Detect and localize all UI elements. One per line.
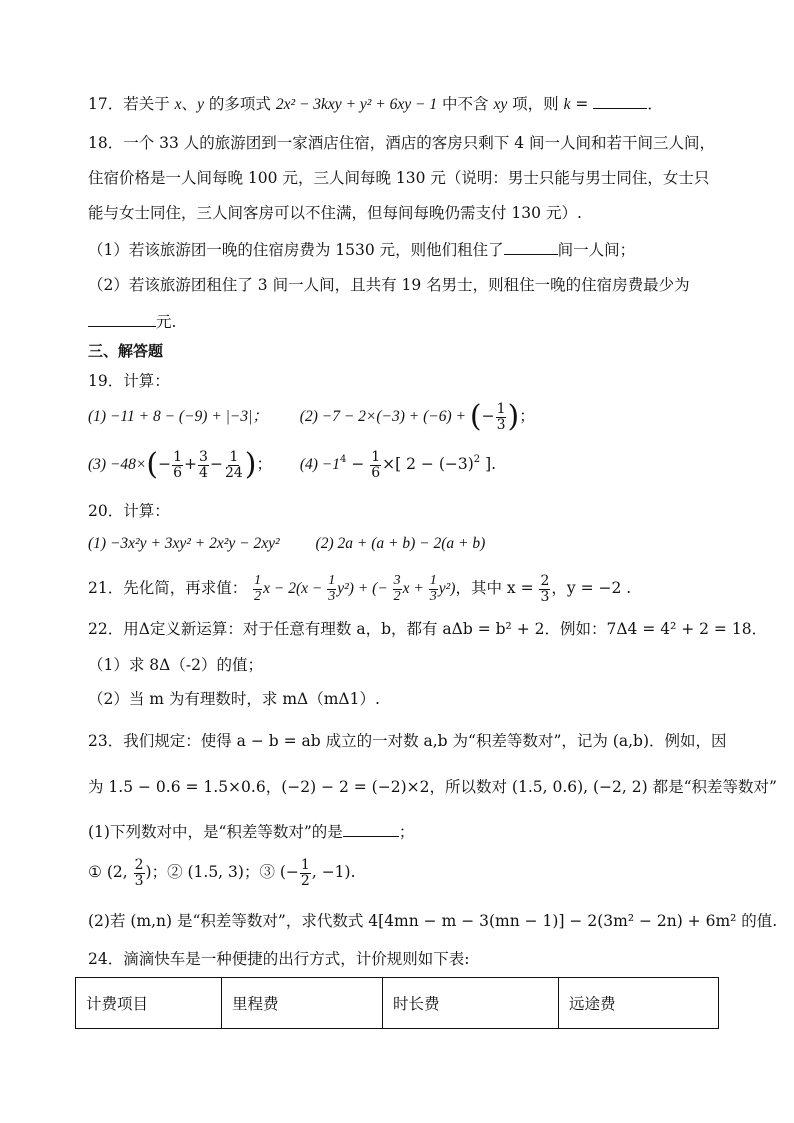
expression: $\frac{1}{2}$ x − 2(x − $\frac{1}{3}$ y²) + (− $\frac{3}{2}$ x + $\frac{1}{3}$ y²) [254, 573, 456, 605]
fraction: $\frac{1}{24}$ [224, 449, 243, 481]
fraction: $\frac{1}{6}$ [371, 449, 381, 481]
expr-1: (1) −3x²y + 3xy² + 2x²y − 2xy² [88, 535, 280, 552]
answer-blank[interactable] [593, 94, 647, 109]
table-header-cell: 时长费 [383, 978, 559, 1029]
question-21: 21．先化简，再求值： $\frac{1}{2}$ x − 2(x − $\frac{1}{3}$ y²) + (− $\frac{3}{2}$ x + $\frac{1}{3}$ y²)，其中 x = $\frac{2}{3}$ ，y = −2 . [88, 573, 632, 605]
question-18-part-2-end: 元. [88, 312, 176, 332]
question-18-line-2: 住宿价格是一人间每晚 100 元，三人间每晚 130 元（说明：男士只能与男士同住，女士只 [88, 169, 710, 187]
question-23-part-1: (1)下列数对中，是“积差等数对”的是 ； [88, 823, 415, 841]
question-19-title: 19．计算： [88, 372, 170, 390]
question-23-options: ① (2, $\frac{2}{3}$ )；② (1.5, 3)；③ (− $\frac{1}{2}$ , −1). [88, 857, 356, 889]
question-17: 17．若关于 x、y 的多项式 2x² − 3kxy + y² + 6xy − 1 中不含 xy 项，则 k = ． [88, 95, 663, 113]
answer-blank[interactable] [88, 312, 156, 327]
question-19-row-2: (3) −48×(− $\frac{1}{6}$ + $\frac{3}{4}$ − $\frac{1}{24}$ )； $(4) -1^4$ − $\frac{1}{6}$ ×[ $2 - (-3)^2$ ]. [88, 447, 497, 483]
question-22-part-2: （2）当 m 为有理数时，求 mΔ（mΔ1）. [88, 690, 380, 708]
table-row [76, 978, 719, 1029]
question-23-line-1: 23．我们规定：使得 a − b = ab 成立的一对数 a,b 为“积差等数对”，记为 (a,b)．例如，因 [88, 732, 727, 750]
table-header-cell: 里程费 [222, 978, 383, 1029]
question-20-title: 20．计算： [88, 502, 170, 520]
fraction: $\frac{3}{4}$ [199, 449, 208, 481]
polynomial: 2x² − 3kxy + y² + 6xy − 1 [275, 96, 438, 113]
question-23-part-2: (2)若 (m,n) 是“积差等数对”，求代数式 4[4mn − m − 3(mn − 1)] − 2(3m² − 2n) + 6m² 的值. [88, 912, 778, 930]
question-23-line-2: 为 1.5 − 0.6 = 1.5×0.6，(−2) − 2 = (−2)×2，所以数对 (1.5, 0.6), (−2, 2) 都是“积差等数对” [88, 778, 777, 796]
fraction: $\frac{2}{3}$ [134, 857, 144, 889]
answer-blank[interactable] [504, 240, 558, 255]
answer-blank[interactable] [343, 822, 399, 837]
table-header-cell: 远途费 [559, 978, 719, 1029]
fraction: $\frac{1}{6}$ [173, 449, 183, 481]
question-22-part-1: （1）求 8Δ（-2）的值； [88, 656, 263, 674]
question-20-row [88, 534, 485, 554]
section-heading: 三、解答题 [88, 342, 164, 360]
question-18-part-1: （1）若该旅游团一晚的住宿房费为 1530 元，则他们租住了 间一人间； [88, 241, 636, 259]
question-18-part-2: （2）若该旅游团租住了 3 间一人间，且共有 19 名男士，则租住一晚的住宿房费最少为 [88, 276, 690, 294]
fraction: $\frac{2}{3}$ [540, 573, 550, 605]
expr-1: (1) −11 + 8 − (−9) + |−3|； [88, 408, 268, 426]
question-22-line-1: 22．用Δ定义新运算：对于任意有理数 a，b，都有 aΔb = b² + 2．例如：7Δ4 = 4² + 2 = 18． [88, 620, 768, 638]
question-19-row-1: (1) −11 + 8 − (−9) + |−3|； (2) −7 − 2×(−3) + (−6) + (− $\frac{1}{3}$ )； [88, 399, 535, 435]
expr-2: (2) −7 − 2×(−3) + (−6) + [299, 408, 470, 426]
fraction: $\frac{1}{3}$ [496, 401, 506, 433]
expr-2: (2) 2a + (a + b) − 2(a + b) [315, 535, 486, 552]
table-header-cell: 计费项目 [76, 978, 222, 1029]
pricing-table [75, 977, 719, 1029]
question-18-line-3: 能与女士同住，三人间客房可以不住满，但每间每晚仍需支付 130 元）. [88, 204, 582, 222]
question-24-line-1: 24．滴滴快车是一种便捷的出行方式，计价规则如下表: [88, 950, 470, 968]
fraction: $\frac{1}{2}$ [300, 857, 310, 889]
question-18-line-1: 18．一个 33 人的旅游团到一家酒店住宿，酒店的客房只剩下 4 间一人间和若干间三人间， [88, 134, 716, 152]
